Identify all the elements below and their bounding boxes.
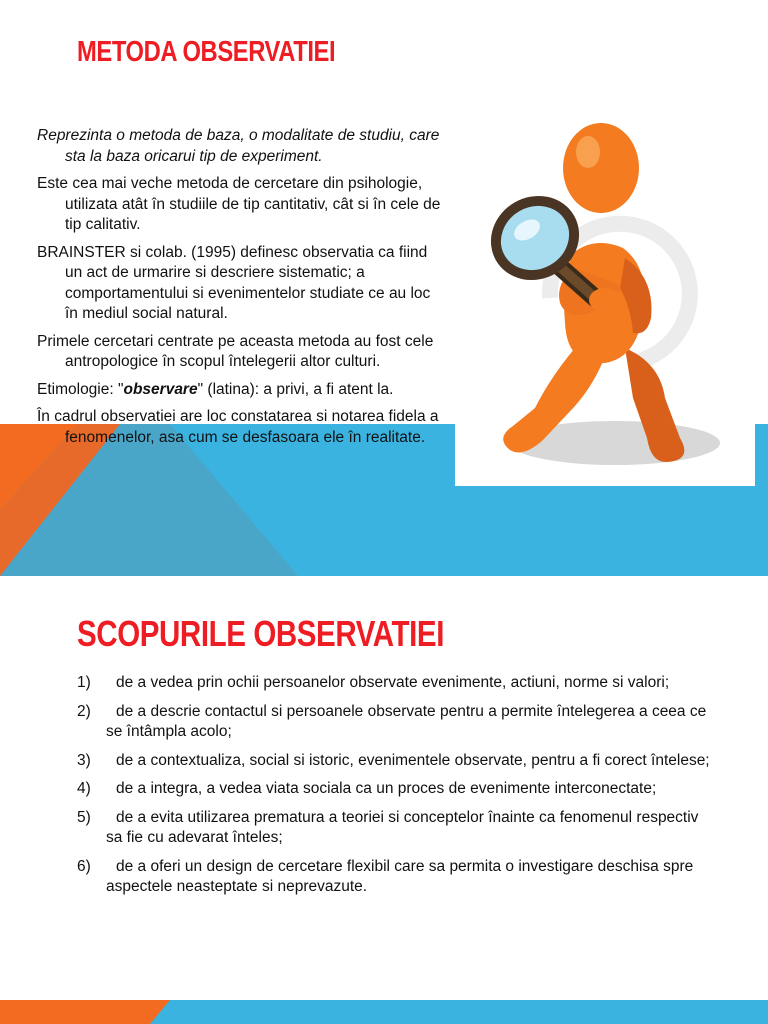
list-item [77, 779, 717, 800]
paragraph-recording: În cadrul observatiei are loc constatarea si notarea fidela a fenomenelor, asa cum se desfasoara ele în realitate. [37, 408, 439, 446]
item-text: de a contextualiza, social si istoric, evenimentele observate, pentru a fi corect întelese; [116, 751, 710, 769]
item-text: de a oferi un design de cercetare flexibil care sa permita o investigare deschisa spre aspectele neasteptate si neprevazute. [106, 857, 694, 895]
etymology-term: observare [123, 380, 198, 398]
item-text: de a descrie contactul si persoanele observate pentru a permite întelegerea a ceea ce se întâmpla acolo; [106, 702, 707, 740]
magnifying-glass-figure-icon [455, 108, 755, 486]
orange-footer-wedge [0, 1000, 170, 1024]
list-item [77, 808, 717, 849]
list-item [77, 702, 717, 743]
paragraph-etymology [37, 380, 442, 401]
paragraph-definition: Reprezinta o metoda de baza, o modalitate de studiu, care sta la baza oricarui tip de experiment. [37, 127, 440, 165]
item-number: 4) [77, 780, 91, 797]
etymology-suffix: " (latina): a privi, a fi atent la. [197, 380, 394, 398]
slide-body [37, 126, 442, 455]
item-number: 5) [77, 808, 91, 826]
item-number: 3) [77, 751, 91, 769]
goals-list [77, 673, 717, 906]
item-number: 1) [77, 674, 91, 691]
item-text: de a vedea prin ochii persoanelor observate evenimente, actiuni, norme si valori; [116, 674, 670, 691]
illustration-panel [455, 108, 755, 486]
item-text: de a evita utilizarea prematura a teoriei si conceptelor înainte ca fenomenul respectiv sa fie cu adevarat înteles; [106, 808, 699, 846]
item-number: 6) [77, 857, 91, 875]
item-number: 2) [77, 702, 91, 720]
paragraph-history: Este cea mai veche metoda de cercetare din psihologie, utilizata atât în studiile de tip cantitativ, cât si în cele de tip calitativ. [37, 175, 441, 233]
etymology-prefix: Etimologie: " [37, 380, 124, 398]
slide-title: SCOPURILE OBSERVATIEI [77, 613, 445, 654]
slide-title: METODA OBSERVATIEI [77, 36, 336, 68]
list-item [77, 857, 717, 898]
list-item [77, 673, 717, 694]
list-item [77, 751, 717, 772]
item-text: de a integra, a vedea viata sociala ca un proces de evenimente interconectate; [116, 780, 657, 797]
slide-scopurile-observatiei [0, 578, 768, 1024]
paragraph-anthropology: Primele cercetari centrate pe aceasta metoda au fost cele antropologice în scopul întelegerii altor culturi. [37, 332, 434, 370]
paragraph-brainster: BRAINSTER si colab. (1995) definesc observatia ca fiind un act de urmarire si descriere sistematic; a comportamentului si evenimentelor studiate ce au loc în mediul social natural. [37, 243, 431, 322]
